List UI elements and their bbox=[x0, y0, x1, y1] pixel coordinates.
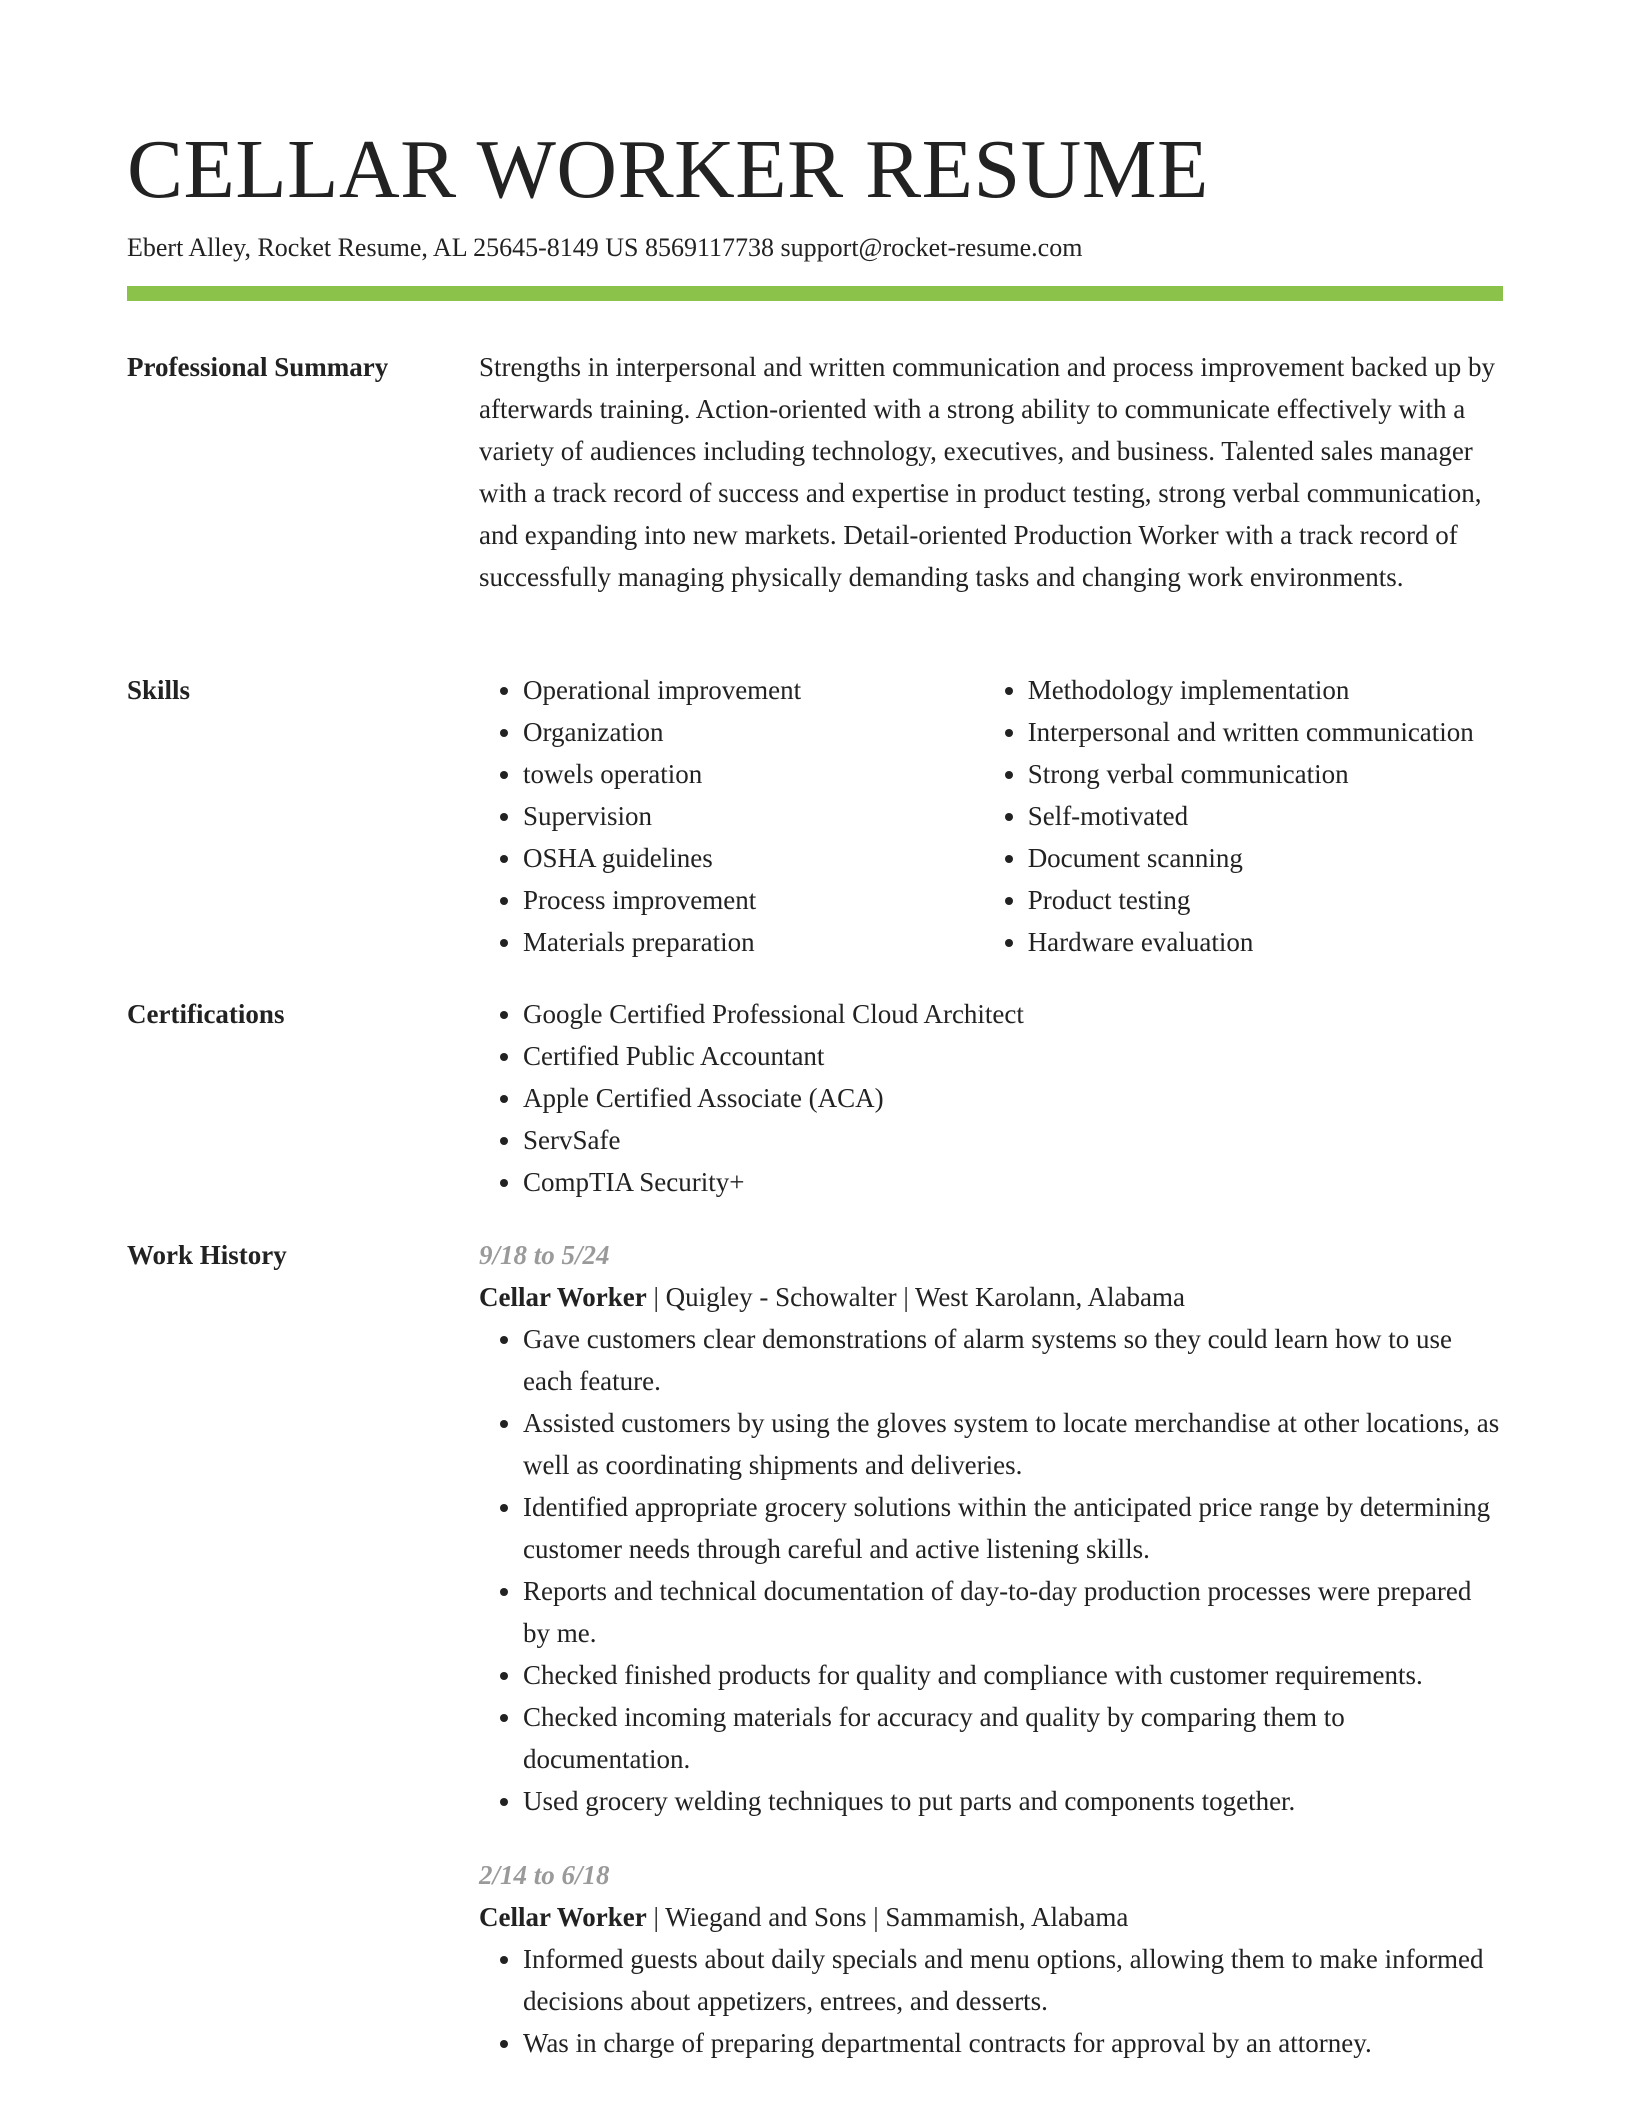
section-label-summary: Professional Summary bbox=[127, 352, 389, 382]
job-dates: 9/18 to 5/24 bbox=[479, 1240, 610, 1270]
job-duty-item: • Used grocery welding techniques to put parts and components together. bbox=[523, 1780, 1503, 1822]
skill-item: • Document scanning bbox=[1028, 837, 1503, 879]
section-label-certifications: Certifications bbox=[127, 999, 285, 1029]
job-dates: 2/14 to 6/18 bbox=[479, 1860, 610, 1890]
job-heading bbox=[479, 1276, 1503, 1318]
skill-item: • Self-motivated bbox=[1028, 795, 1503, 837]
job-duty-item: • Checked incoming materials for accuracy and quality by comparing them to documentation. bbox=[523, 1696, 1503, 1780]
skills-list-left bbox=[479, 669, 984, 963]
summary-text: Strengths in interpersonal and written communication and process improvement backed up by afterwards training. Action-oriented with a strong ability to communicate effectively with a variety of audiences including technology, executives, and business. Talented sales manager with a track record of success and expertise in product testing, strong verbal communication, and expanding into new markets. Detail-oriented Production Worker with a track record of successfully managing physically demanding tasks and changing work environments. bbox=[479, 352, 1495, 592]
skill-item: • towels operation bbox=[523, 753, 984, 795]
job-heading bbox=[479, 1896, 1503, 1938]
skill-item: • Methodology implementation bbox=[1028, 669, 1503, 711]
job-duties-list bbox=[479, 1938, 1503, 2064]
contact-line: Ebert Alley, Rocket Resume, AL 25645-8149 US 8569117738 support@rocket-resume.com bbox=[127, 233, 1083, 262]
job-details: | Wiegand and Sons | Sammamish, Alabama bbox=[646, 1902, 1129, 1932]
certification-item: • Google Certified Professional Cloud Architect bbox=[523, 993, 1503, 1035]
job-duties-list bbox=[479, 1318, 1503, 1822]
skill-item: • Materials preparation bbox=[523, 921, 984, 963]
job-duty-item: • Assisted customers by using the gloves system to locate merchandise at other locations, as well as coordinating shipments and deliveries. bbox=[523, 1402, 1503, 1486]
certifications-list bbox=[479, 993, 1503, 1203]
job-entry bbox=[479, 1854, 1503, 2064]
skill-item: • Strong verbal communication bbox=[1028, 753, 1503, 795]
skill-item: • Hardware evaluation bbox=[1028, 921, 1503, 963]
certification-item: • Apple Certified Associate (ACA) bbox=[523, 1077, 1503, 1119]
accent-divider bbox=[127, 286, 1503, 301]
skills-list-right bbox=[984, 669, 1503, 963]
job-entry bbox=[479, 1234, 1503, 1822]
section-label-work-history: Work History bbox=[127, 1240, 287, 1270]
skill-item: • Supervision bbox=[523, 795, 984, 837]
job-details: | Quigley - Schowalter | West Karolann, Alabama bbox=[646, 1282, 1185, 1312]
skill-item: • Process improvement bbox=[523, 879, 984, 921]
job-duty-item: • Reports and technical documentation of day-to-day production processes were prepared by me. bbox=[523, 1570, 1503, 1654]
skill-item: • Interpersonal and written communication bbox=[1028, 711, 1503, 753]
job-duty-item: • Identified appropriate grocery solutions within the anticipated price range by determining customer needs through careful and active listening skills. bbox=[523, 1486, 1503, 1570]
job-title: Cellar Worker bbox=[479, 1282, 647, 1312]
skill-item: • Operational improvement bbox=[523, 669, 984, 711]
skill-item: • OSHA guidelines bbox=[523, 837, 984, 879]
resume-title: CELLAR WORKER RESUME bbox=[127, 123, 1209, 216]
job-duty-item: • Gave customers clear demonstrations of alarm systems so they could learn how to use each feature. bbox=[523, 1318, 1503, 1402]
job-duty-item: • Informed guests about daily specials and menu options, allowing them to make informed decisions about appetizers, entrees, and desserts. bbox=[523, 1938, 1503, 2022]
certification-item: • ServSafe bbox=[523, 1119, 1503, 1161]
skill-item: • Product testing bbox=[1028, 879, 1503, 921]
job-duty-item: • Checked finished products for quality and compliance with customer requirements. bbox=[523, 1654, 1503, 1696]
skill-item: • Organization bbox=[523, 711, 984, 753]
certification-item: • Certified Public Accountant bbox=[523, 1035, 1503, 1077]
job-duty-item: • Was in charge of preparing departmental contracts for approval by an attorney. bbox=[523, 2022, 1503, 2064]
section-label-skills: Skills bbox=[127, 675, 191, 705]
job-title: Cellar Worker bbox=[479, 1902, 647, 1932]
certification-item: • CompTIA Security+ bbox=[523, 1161, 1503, 1203]
